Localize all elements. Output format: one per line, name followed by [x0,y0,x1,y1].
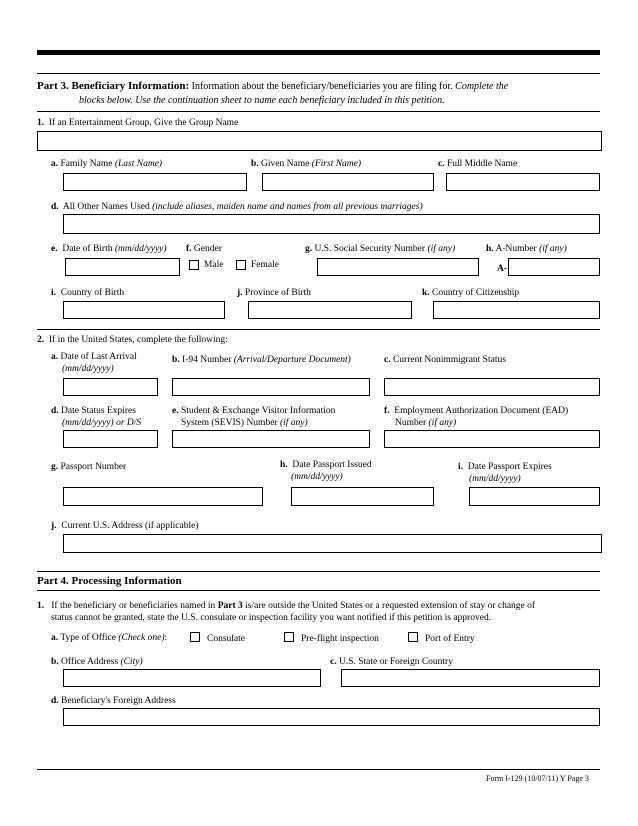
last-arrival-field[interactable] [63,378,158,396]
part3-intro: Information about the beneficiary/beneficiaries you are filing for. [191,81,453,92]
given-name-field[interactable] [262,173,434,191]
passport-expires-label: i. Date Passport Expires [458,462,552,472]
part3-header-divider [37,111,600,112]
q2-label: 2. If in the United States, complete the following: [37,335,228,345]
dob-label: e. Date of Birth (mm/dd/yyyy) [51,244,167,254]
female-checkbox[interactable] [236,260,246,270]
ead-label-2: Number (if any) [395,418,457,428]
footer-rule [37,769,600,770]
citizenship-label: k. Country of Citizenship [422,288,520,298]
other-names-label: d. All Other Names Used (include aliases, maiden name and names from all previous marriages) [51,202,423,212]
nonimmigrant-status-field[interactable] [384,378,600,396]
preflight-checkbox[interactable] [284,632,294,642]
foreign-address-label: d. Beneficiary's Foreign Address [51,696,176,706]
nonimmigrant-status-label: c. Current Nonimmigrant Status [384,355,506,365]
port-of-entry-checkbox[interactable] [408,632,418,642]
passport-expires-hint: (mm/dd/yyyy) [469,474,521,484]
passport-expires-field[interactable] [469,487,600,506]
last-arrival-hint: (mm/dd/yyyy) [62,364,114,374]
a-number-prefix: A- [497,264,508,274]
other-names-field[interactable] [63,214,600,234]
passport-issued-hint: (mm/dd/yyyy) [291,472,343,482]
country-birth-field[interactable] [63,301,225,319]
i94-label: b. I-94 Number (Arrival/Departure Document) [172,355,351,365]
consulate-checkbox[interactable] [190,632,200,642]
part3-intro-italic-2: blocks below. Use the continuation sheet to name each beneficiary included in this petition. [79,95,445,106]
family-name-label: a. Family Name (Last Name) [51,159,163,169]
part3-header [37,79,602,94]
passport-issued-field[interactable] [291,487,434,506]
male-checkbox[interactable] [189,260,199,270]
middle-name-label: c. Full Middle Name [438,159,518,169]
part3-intro-line2 [79,94,445,108]
footer-text: Form I-129 (10/07/11) Y Page 3 [486,774,589,783]
status-expires-field[interactable] [63,430,158,448]
last-arrival-label: a. Date of Last Arrival [51,352,137,362]
office-address-field[interactable] [63,669,321,687]
status-expires-hint: (mm/dd/yyyy) or D/S [62,418,142,428]
office-address-label: b. Office Address (City) [51,657,143,667]
country-birth-label: i. Country of Birth [51,288,125,298]
ssn-label: g. U.S. Social Security Number (if any) [305,244,456,254]
a-number-field[interactable] [508,258,600,276]
top-thin-rule [37,73,600,74]
passport-number-label: g. Passport Number [51,462,127,472]
part4-top-rule [37,571,600,572]
us-address-label: j. Current U.S. Address (if applicable) [51,521,199,531]
sevis-label: e. Student & Exchange Visitor Information [172,406,336,416]
passport-number-field[interactable] [63,487,263,506]
i94-field[interactable] [172,378,370,396]
port-of-entry-label: Port of Entry [425,634,475,644]
state-country-field[interactable] [341,669,600,687]
province-birth-field[interactable] [248,301,412,319]
sevis-label-2: System (SEVIS) Number (if any) [181,418,308,428]
citizenship-field[interactable] [433,301,600,319]
us-address-field[interactable] [63,534,602,553]
ead-label: f. Employment Authorization Document (EAD) [384,406,569,416]
middle-name-field[interactable] [446,173,600,191]
part3-intro-italic: Complete the [455,81,509,92]
male-label: Male [204,260,224,270]
family-name-field[interactable] [63,173,247,191]
preflight-label: Pre-flight inspection [301,634,379,644]
province-birth-label: j. Province of Birth [237,288,311,298]
foreign-address-field[interactable] [63,708,600,726]
ead-field[interactable] [384,430,600,448]
group-name-field[interactable] [37,131,602,151]
ssn-field[interactable] [317,258,479,276]
given-name-label: b. Given Name (First Name) [251,159,362,169]
q1-text: If an Entertainment Group, Give the Group Name [48,118,239,128]
a-number-label: h. A-Number (if any) [486,244,567,254]
sevis-field[interactable] [172,430,370,448]
state-country-label: c. U.S. State or Foreign Country [330,657,453,667]
part4-title: Part 4. Processing Information [37,575,182,587]
consulate-label: Consulate [207,634,245,644]
q1-number: 1. [37,118,45,128]
q1-q2-divider [37,329,600,330]
part4-bottom-rule [37,590,600,591]
part4-q1-line2: status cannot be granted, state the U.S. consulate or inspection facility you want notified if this petition is approved. [51,613,492,623]
dob-field[interactable] [65,258,180,276]
gender-label: f. Gender [186,244,222,254]
top-thick-rule [37,50,600,55]
part4-q1-line1: 1. If the beneficiary or beneficiaries named in Part 3 is/are outside the United States or a requested extension of stay or change of [37,601,536,611]
office-type-label: a. Type of Office (Check one): [51,633,168,643]
passport-issued-label: h. Date Passport Issued [280,460,372,470]
status-expires-label: d. Date Status Expires [51,406,136,416]
q1-label [37,117,238,129]
part3-title: Part 3. Beneficiary Information: [37,80,190,92]
female-label: Female [251,260,279,270]
